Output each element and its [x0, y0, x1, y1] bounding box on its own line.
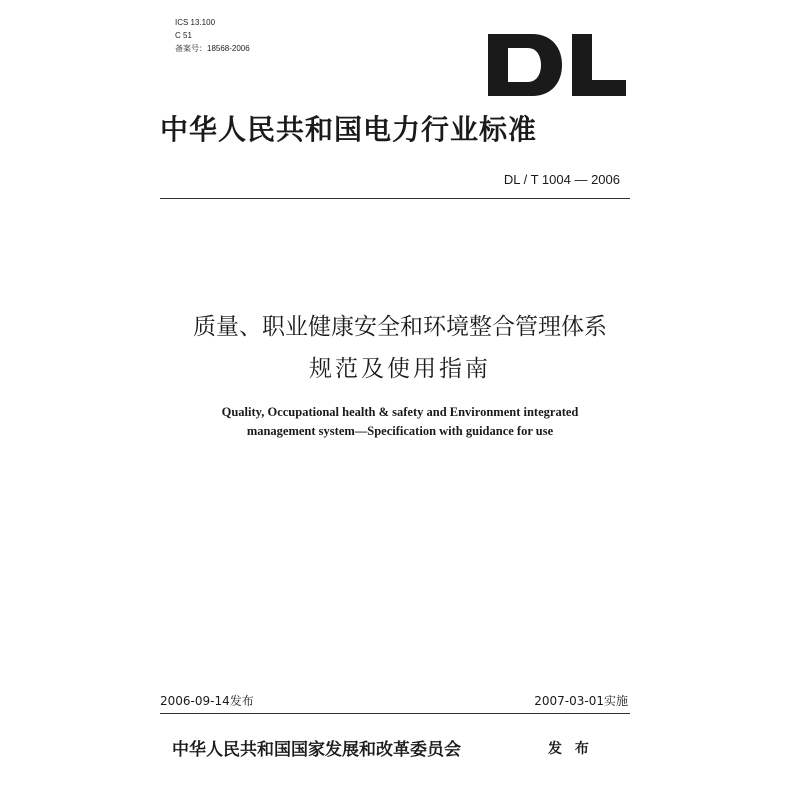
title-english-line-2: management system—Specification with guidance for use [246, 424, 554, 438]
ics-code: ICS 13.100 [175, 18, 216, 27]
dl-logo-letter-l [572, 34, 626, 96]
title-english-line-1: Quality, Occupational health & safety and Environment integrated [221, 405, 579, 419]
title-chinese-line-2: 规范及使用指南 [309, 356, 491, 382]
cover-metadata [175, 16, 250, 55]
implementation-date: 2007-03-01实施 [534, 694, 628, 708]
publish-label: 发 布 [548, 741, 593, 757]
dl-logo-letter-d [488, 34, 562, 96]
standard-body-title: 中华人民共和国电力行业标准 [160, 113, 538, 146]
issue-date: 2006-09-14发布 [160, 694, 254, 708]
dl-logo [480, 30, 630, 100]
header-divider [160, 198, 630, 199]
title-chinese-line-1: 质量、职业健康安全和环境整合管理体系 [193, 314, 607, 340]
record-number: 备案号：18568-2006 [175, 44, 250, 53]
footer-divider [160, 713, 630, 714]
issuing-authority: 中华人民共和国国家发展和改革委员会 [172, 740, 461, 760]
category-code: C 51 [175, 31, 192, 40]
standard-code: DL / T 1004 — 2006 [503, 172, 620, 187]
